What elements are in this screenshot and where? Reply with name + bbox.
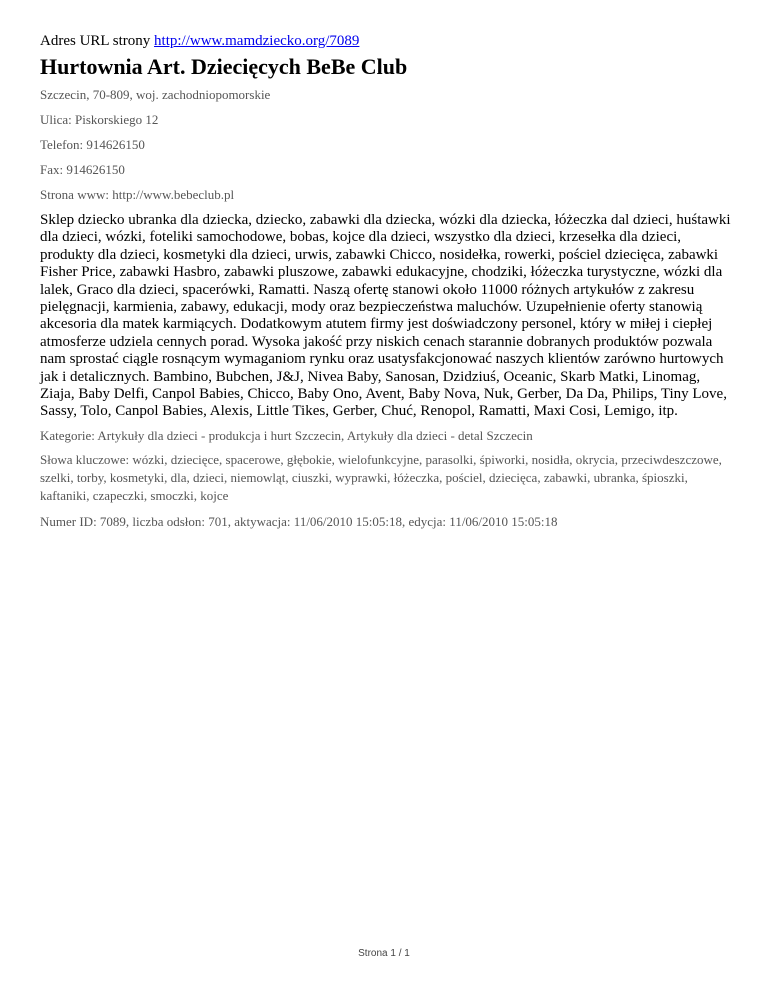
url-line [40,31,732,51]
record-info-text: Numer ID: 7089, liczba odsłon: 701, aktywacja: 11/06/2010 15:05:18, edycja: 11/06/2010 15:05:18 [40,513,558,529]
page-number-footer: Strona 1 / 1 [358,948,410,959]
fax-text: Fax: 914626150 [40,162,125,177]
description-paragraph: Sklep dziecko ubranka dla dziecka, dziecko, zabawki dla dziecka, wózki dla dziecka, łóżeczka dal dzieci, huśtawki dla dzieci, wózki, foteliki samochodowe, bobas, kojce dla dzieci, wszystko dla dzieci, krzesełka dla dzieci, produkty dla dzieci, kosmetyki dla dzieci, urwis, zabawki Chicco, nosidełka, rowerki, pościel dziecięca, zabawki Fisher Price, zabawki Hasbro, zabawki pluszowe, zabawki edukacyjne, chodziki, łóżeczka turystyczne, wózki dla lalek, Graco dla dzieci, spacerówki, Ramatti. Naszą ofertę stanowi około 11000 różnych artykułów z zakresu pielęgnacji, karmienia, zabawy, edukacji, mody oraz bezpieczeństwa maluchów. Uzupełnienie oferty stanowią akcesoria dla matek karmiących. Dodatkowym atutem firmy jest doświadczony personel, który w miłej i ciepłej atmosferze udziela cennych porad. Wysoka jakość przy niskich cenach starannie dobranych produktów pozwala nam sprostać ciągle rosnącym wymaganiom rynku oraz usatysfakcjonować naszych klientów zarówno hurtowych jak i detalicznych. Bambino, Bubchen, J&J, Nivea Baby, Sanosan, Dzidziuś, Oceanic, Skarb Matki, Linomag, Ziaja, Baby Delfi, Canpol Babies, Chicco, Baby Ono, Avent, Baby Nova, Nuk, Gerber, Da Da, Philips, Tiny Love, Sassy, Tolo, Canpol Babies, Alexis, Little Tikes, Gerber, Chuć, Renopol, Ramatti, Maxi Cosi, Lemigo, itp. [40,212,731,420]
street-text: Ulica: Piskorskiego 12 [40,112,159,127]
url-label: Adres URL strony [40,33,151,49]
categories-text: Kategorie: Artykuły dla dzieci - produkcja i hurt Szczecin, Artykuły dla dzieci - detal Szczecin [40,427,533,443]
location-text: Szczecin, 70-809, woj. zachodniopomorskie [40,87,271,102]
listing-page [40,31,732,537]
keywords-text: Słowa kluczowe: wózki, dziecięce, spacerowe, głębokie, wielofunkcyjne, parasolki, śpiworki, nosidła, okrycia, przeciwdeszczowe, szelki, torby, kosmetyki, dla, dzieci, niemowląt, ciuszki, wyprawki, łóżeczka, pościel, dziecięca, zabawki, ubranka, śpioszki, kaftaniki, czapeczki, smoczki, kojce [40,451,722,503]
phone-text: Telefon: 914626150 [40,137,145,152]
website-text: Strona www: http://www.bebeclub.pl [40,187,235,202]
listing-url-link[interactable]: http://www.mamdziecko.org/7089 [154,33,360,49]
page-title: Hurtownia Art. Dziecięcych BeBe Club [40,54,408,79]
